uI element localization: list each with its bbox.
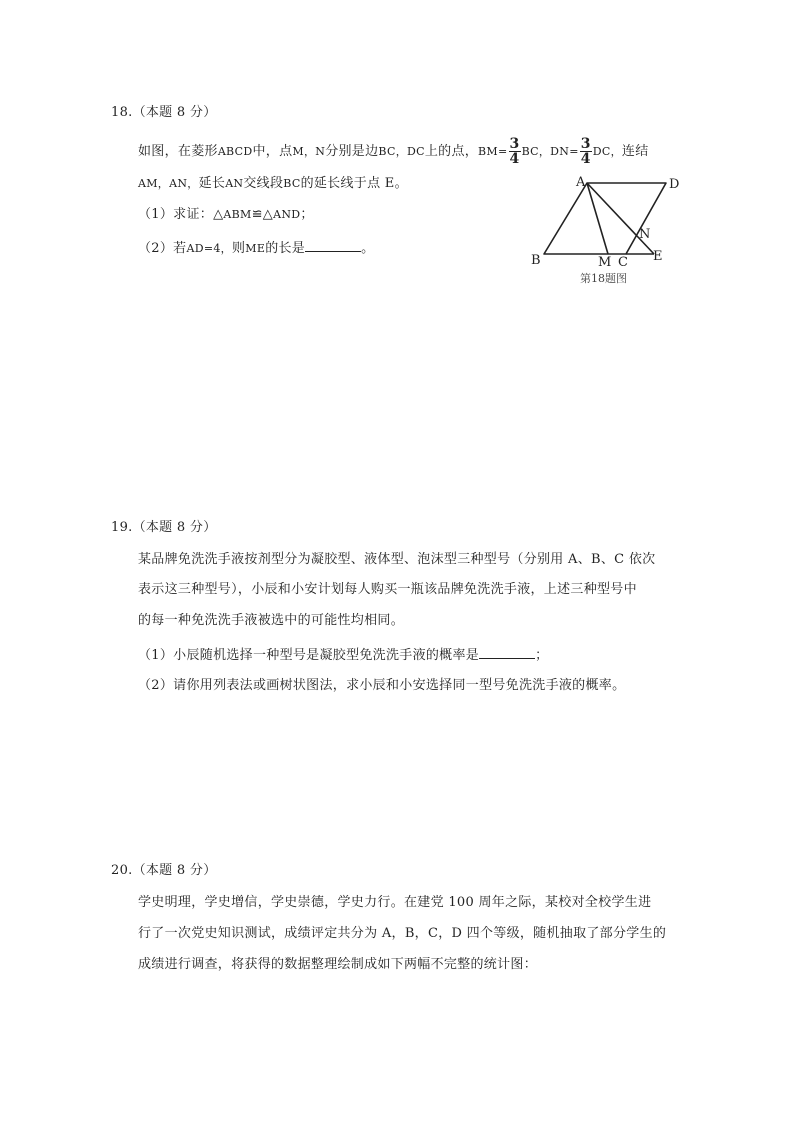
q18-line2-f: 的延长线于点 E。 <box>300 176 408 191</box>
q19-line3: 的每一种免洗洗手液被选中的可能性均相同。 <box>138 613 405 628</box>
q20-line1: 学史明理，学史增信，学史崇德，学史力行。在建党 100 周年之际，某校对全校学生进 <box>138 895 652 910</box>
label-m: M <box>598 255 612 270</box>
q18-bm-label: BM= <box>478 145 508 158</box>
q20-line2: 行了一次党史知识测试，成绩评定共分为 A，B，C，D 四个等级，随机抽取了部分学生的 <box>138 926 667 941</box>
q18-fraction-bm <box>509 137 521 166</box>
q18-header: 18.（本题 8 分） <box>111 105 217 120</box>
q18-line2-b: 延长 <box>198 176 226 191</box>
q18-fraction-dn <box>580 137 592 166</box>
answer-blank[interactable] <box>305 239 361 252</box>
label-e: E <box>653 249 663 264</box>
label-b: B <box>531 253 541 268</box>
label-n: N <box>639 227 651 242</box>
q18-bc-label: BC， <box>521 145 551 158</box>
q18-part1-c: ≌△ <box>251 207 274 222</box>
q18-part2-c: 则 <box>231 241 246 256</box>
q18-stem-line2 <box>138 175 408 193</box>
q19-line2: 表示这三种型号），小辰和小安计划每人购买一瓶该品牌免洗洗手液，上述三种型号中 <box>138 582 637 597</box>
q19-part1 <box>138 646 548 665</box>
q18-stem-end: 连结 <box>621 144 649 159</box>
q18-part2-a: （2）若 <box>138 241 187 256</box>
q19-header: 19.（本题 8 分） <box>111 520 217 535</box>
q19-line1: 某品牌免洗洗手液按剂型分为凝胶型、液体型、泡沫型三种型号（分别用 A、B、C 依次 <box>138 552 656 567</box>
q18-part1 <box>138 206 314 224</box>
label-c: C <box>618 255 628 270</box>
q18-part1-b: ABM <box>223 208 252 221</box>
q18-stem-g: 上的点， <box>424 144 479 159</box>
q18-line2-e: BC <box>283 177 301 190</box>
q18-stem-d: M，N <box>292 145 326 158</box>
q20-line3: 成绩进行调查，将获得的数据整理绘制成如下两幅不完整的统计图： <box>138 957 538 972</box>
q18-stem-b: ABCD <box>217 145 253 158</box>
q18-stem-c: 中，点 <box>252 144 293 159</box>
q18-part2-end: 。 <box>361 241 375 256</box>
rhombus-figure <box>530 172 690 290</box>
fraction-numerator: 3 <box>580 136 591 152</box>
q18-line2-c: AN <box>225 177 244 190</box>
figure-caption: 第18题图 <box>580 272 627 285</box>
q18-part2-e: 的长是 <box>265 241 306 256</box>
fraction-denominator: 4 <box>580 151 591 167</box>
fraction-numerator: 3 <box>509 136 520 152</box>
q19-part2: （2）请你用列表法或画树状图法，求小辰和小安选择同一型号免洗洗手液的概率。 <box>138 678 626 693</box>
q18-part1-a: （1）求证：△ <box>138 207 224 222</box>
q18-part2 <box>138 239 374 258</box>
label-a: A <box>576 175 586 190</box>
q18-dn-label: DN= <box>550 145 579 158</box>
q18-part1-e: ； <box>300 207 314 222</box>
q18-stem-a: 如图，在菱形 <box>138 144 218 159</box>
answer-blank[interactable] <box>479 646 535 659</box>
q20-header: 20.（本题 8 分） <box>111 863 217 878</box>
q18-part2-b: AD=4， <box>186 242 232 255</box>
q19-part1-text: （1）小辰随机选择一种型号是凝胶型免洗洗手液的概率是 <box>138 648 480 663</box>
q18-part1-d: AND <box>273 208 301 221</box>
q19-part1-end: ； <box>535 648 549 663</box>
q18-dc-label: DC， <box>592 145 622 158</box>
fraction-denominator: 4 <box>509 151 520 167</box>
q18-part2-d: ME <box>245 242 266 255</box>
q18-stem-e: 分别是边 <box>325 144 379 159</box>
q18-stem-line1 <box>138 137 649 166</box>
label-d: D <box>669 177 680 192</box>
q18-line2-a: AM，AN， <box>138 177 199 190</box>
q18-stem-f: BC，DC <box>378 145 425 158</box>
q18-line2-d: 交线段 <box>243 176 284 191</box>
